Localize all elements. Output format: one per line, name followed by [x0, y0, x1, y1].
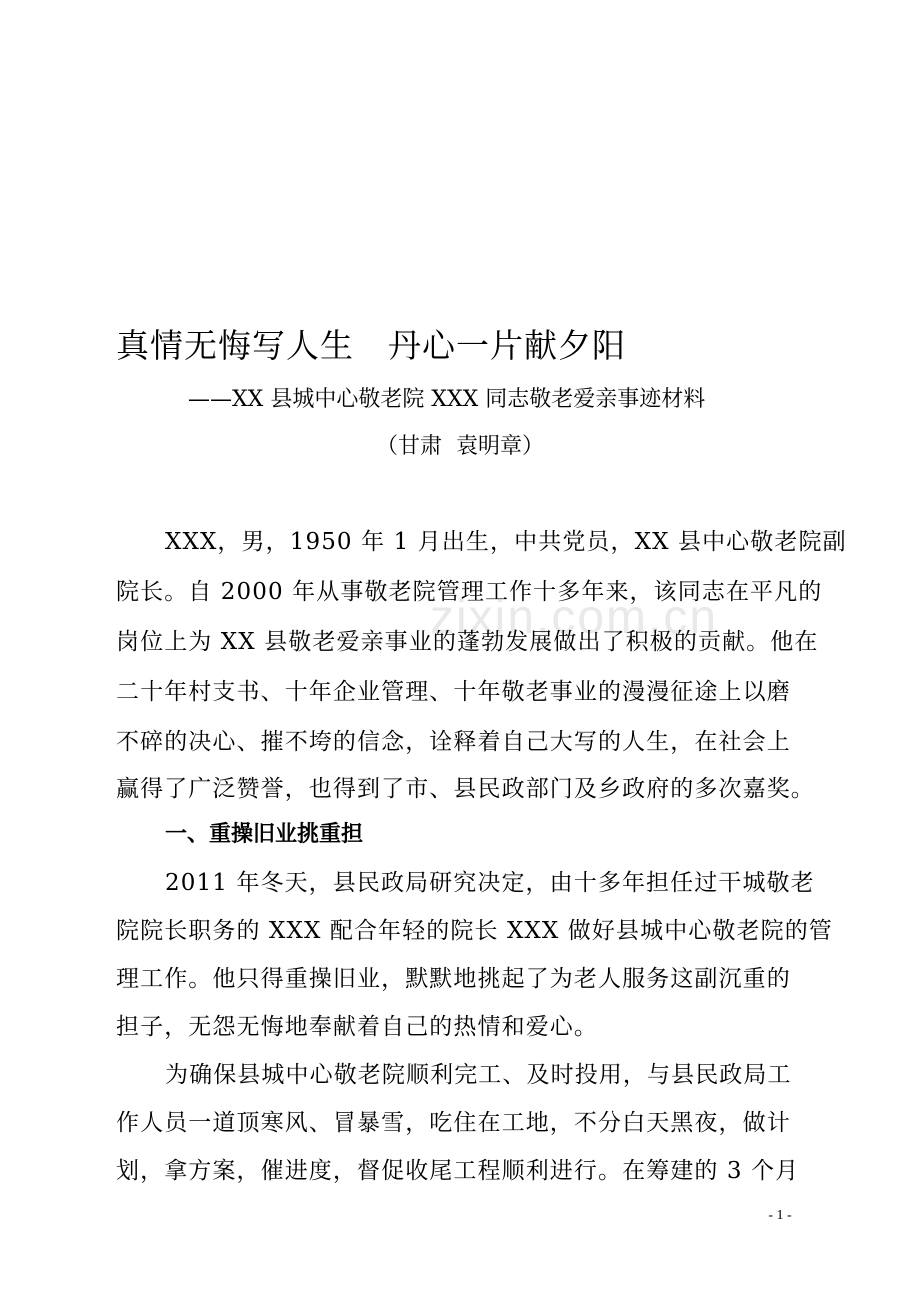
intro-line: 岗位上为 XX 县敬老爱亲事业的蓬勃发展做出了积极的贡献。他在 — [116, 629, 819, 655]
intro-line: 二十年村支书、十年企业管理、十年敬老事业的漫漫征途上以磨 — [116, 679, 791, 705]
intro-line: 不碎的决心、摧不垮的信念，诠释着自己大写的人生，在社会上 — [116, 729, 791, 755]
intro-line: 赢得了广泛赞誉，也得到了市、县民政部门及乡政府的多次嘉奖。 — [116, 776, 815, 802]
paragraph-line: 院院长职务的 XXX 配合年轻的院长 XXX 做好县城中心敬老院的管 — [116, 918, 833, 944]
intro-line: XXX，男，1950 年 1 月出生，中共党员，XX 县中心敬老院副 — [165, 529, 847, 555]
document-title: 真情无悔写人生 丹心一片献夕阳 — [116, 326, 626, 365]
document-subtitle: ——XX 县城中心敬老院 XXX 同志敬老爱亲事迹材料 — [188, 387, 706, 412]
paragraph-line: 为确保县城中心敬老院顺利完工、及时投用，与县民政局工 — [165, 1062, 792, 1088]
paragraph-line: 划，拿方案，催进度，督促收尾工程顺利进行。在筹建的 3 个月 — [116, 1158, 800, 1184]
paragraph-line: 2011 年冬天，县民政局研究决定，由十多年担任过干城敬老 — [165, 870, 815, 896]
section-heading: 一、重操旧业挑重担 — [165, 822, 364, 847]
paragraph-line: 担子，无怨无悔地奉献着自己的热情和爱心。 — [116, 1014, 598, 1040]
author-byline: （甘肃 袁明章） — [376, 434, 544, 459]
paragraph-line: 理工作。他只得重操旧业，默默地挑起了为老人服务这副沉重的 — [116, 966, 791, 992]
watermark: zixin.com.cn — [430, 591, 719, 644]
intro-line: 院长。自 2000 年从事敬老院管理工作十多年来，该同志在平凡的 — [116, 579, 823, 605]
page-number: - 1 - — [768, 1208, 792, 1223]
paragraph-line: 作人员一道顶寒风、冒暴雪，吃住在工地，不分白天黑夜，做计 — [116, 1110, 791, 1136]
